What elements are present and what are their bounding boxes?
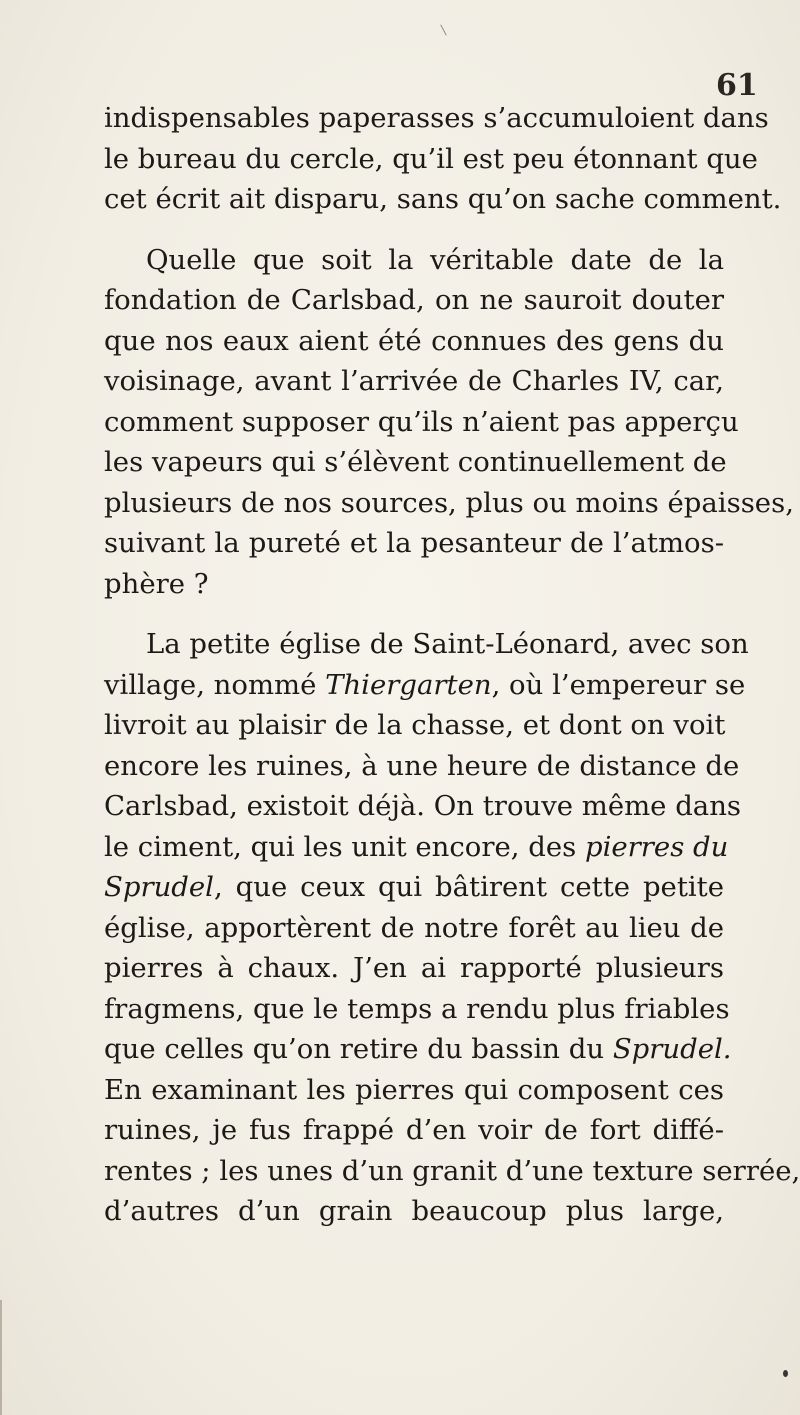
text-line: le bureau du cercle, qu’il est peu étonnant que [104,142,758,175]
ink-dot [783,1370,788,1377]
text-fragment: village, nommé [104,668,326,701]
text-line: voisinage, avant l’arrivée de Charles IV, car, [104,365,724,397]
text-line: comment supposer qu’ils n’aient pas apperçu [104,405,739,438]
text-line: les vapeurs qui s’élèvent continuellement de [104,446,727,478]
text-line [104,1029,732,1070]
text-line: La petite église de Saint-Léonard, avec son [146,628,749,660]
text-fragment: , que ceux qui bâtirent cette petite [213,871,724,903]
text-line: Quelle que soit la véritable date de la [146,243,724,276]
italic-sprudel: Sprudel [104,871,214,903]
page-edge-line [0,1300,2,1415]
text-line: pierres à chaux. J’en ai rapporté plusieurs [104,952,724,984]
paragraph-gap [104,220,724,240]
text-line: Carlsbad, existoit déjà. On trouve même dans [104,790,742,822]
text-line: livroit au plaisir de la chasse, et dont on voit [104,709,726,741]
text-line: fondation de Carlsbad, on ne sauroit douter [104,284,724,316]
text-line: phère ? [104,567,209,600]
text-line [104,827,729,868]
text-line: ruines, je fus frappé d’en voir de fort diffé- [104,1114,724,1146]
text-fragment: , où l’empereur se [491,668,746,701]
text-line: fragmens, que le temps a rendu plus friables [104,992,730,1025]
text-line: rentes ; les unes d’un granit d’une texture serrée, [104,1154,800,1187]
italic-sprudel-end: Sprudel. [612,1033,732,1065]
text-line: d’autres d’un grain beaucoup plus large, [104,1195,724,1227]
text-line: indispensables paperasses s’accumuloient dans [104,102,769,134]
page-number: 61 [716,68,758,103]
paper-mark [440,24,447,35]
italic-pierres-du: pierres du [584,830,729,863]
text-line: plusieurs de nos sources, plus ou moins épaisses, [104,486,794,519]
text-line [104,665,746,706]
text-line [104,867,724,908]
text-line: église, apportèrent de notre forêt au lieu de [104,911,724,944]
paragraph-gap [104,604,724,624]
text-fragment: le ciment, qui les unit encore, des [104,830,585,863]
text-line: En examinant les pierres qui composent ces [104,1073,724,1106]
text-fragment: que celles qu’on retire du bassin du [104,1033,613,1065]
body-text [104,98,800,1232]
text-line: que nos eaux aient été connues des gens du [104,324,724,357]
text-line: encore les ruines, à une heure de distance de [104,749,740,782]
text-line: suivant la pureté et la pesanteur de l’atmos- [104,527,724,559]
text-line: cet écrit ait disparu, sans qu’on sache comment. [104,183,782,215]
italic-thiergarten: Thiergarten [325,668,492,701]
